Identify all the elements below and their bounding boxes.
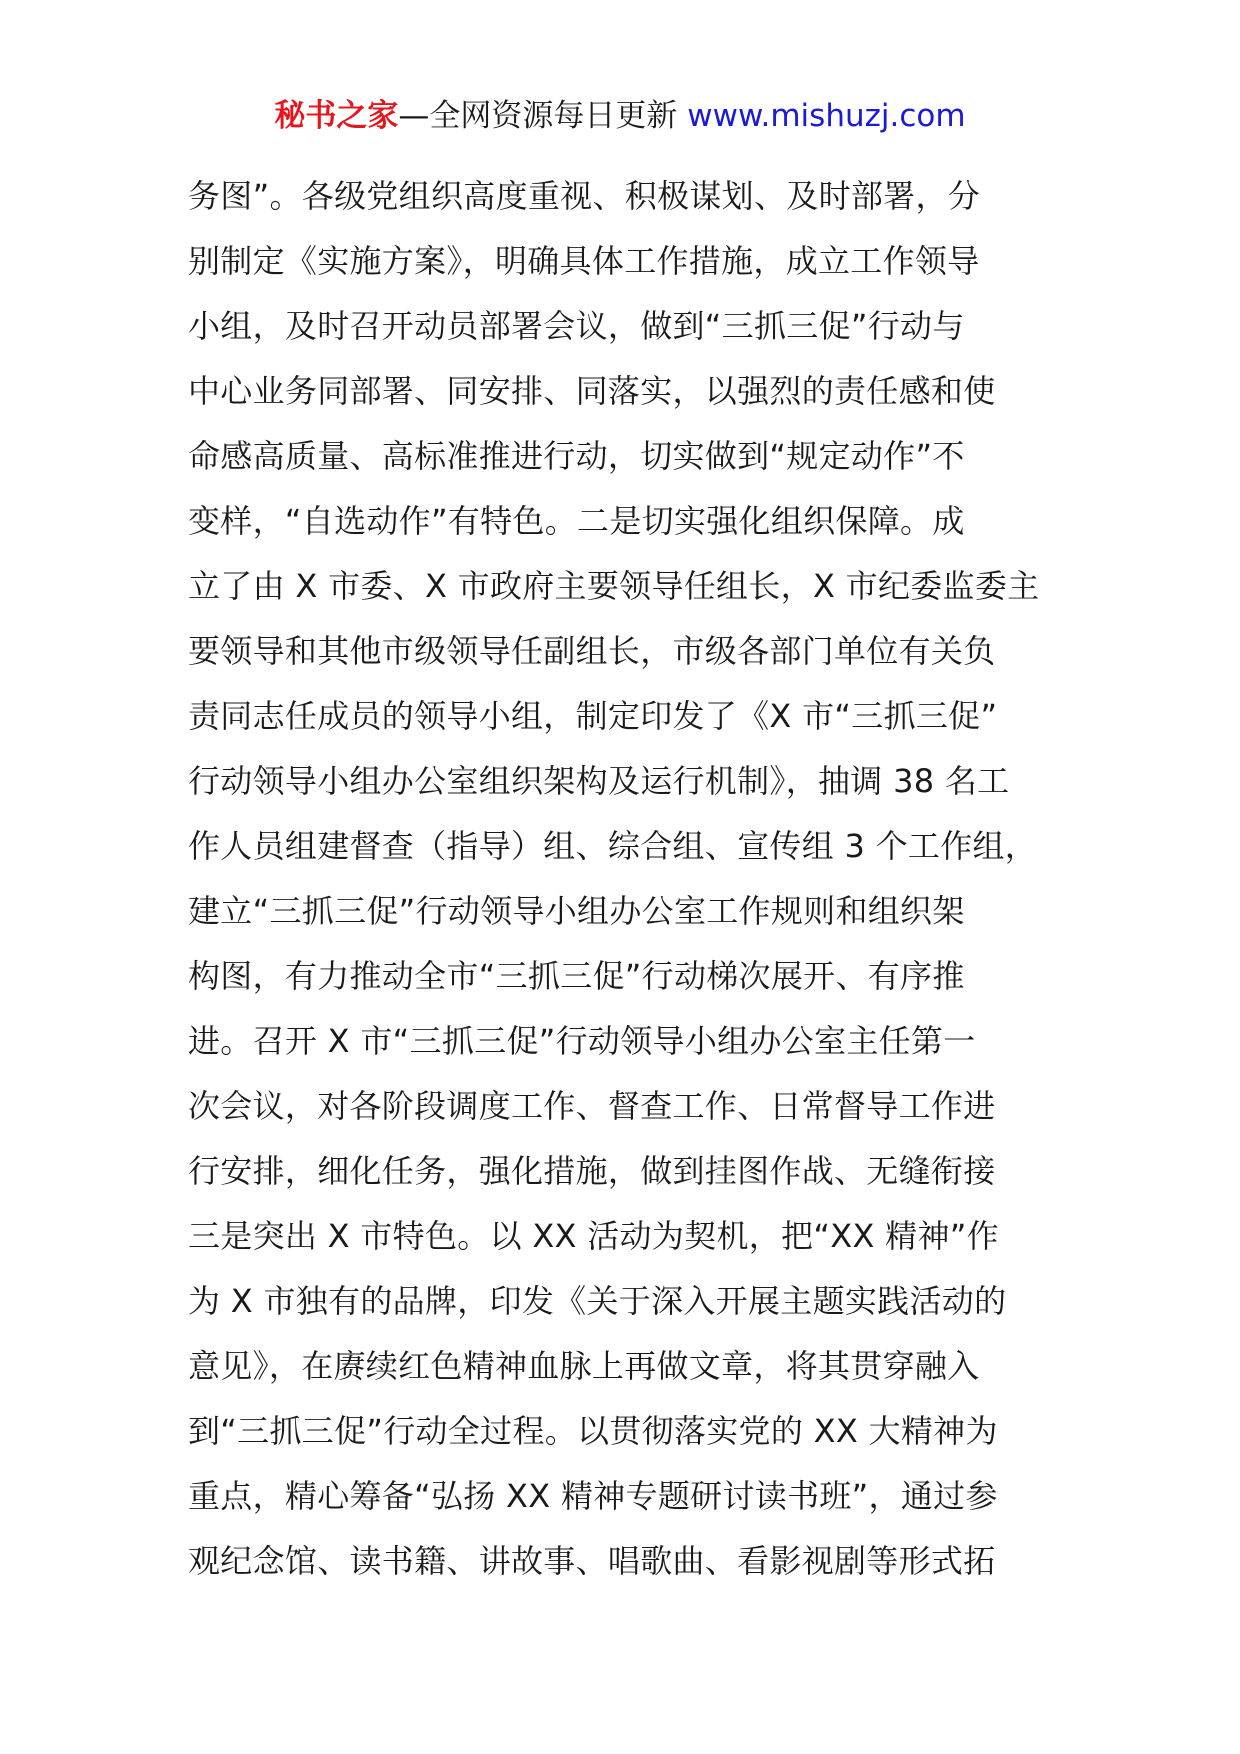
text-line: 构图，有力推动全市“三抓三促”行动梯次展开、有序推 bbox=[188, 957, 965, 995]
text-line: 行动领导小组办公室组织架构及运行机制》，抽调 38 名工 bbox=[188, 762, 1010, 800]
text-line: 意见》，在赓续红色精神血脉上再做文章，将其贯穿融入 bbox=[188, 1347, 980, 1385]
text-line: 三是突出 X 市特色。以 XX 活动为契机，把“XX 精神”作 bbox=[188, 1217, 999, 1255]
document-body bbox=[188, 164, 1088, 1594]
text-line: 要领导和其他市级领导任副组长，市级各部门单位有关负 bbox=[188, 632, 996, 670]
text-line: 作人员组建督查（指导）组、综合组、宣传组 3 个工作组， bbox=[188, 827, 1038, 865]
text-line: 中心业务同部署、同安排、同落实，以强烈的责任感和使 bbox=[188, 372, 996, 410]
text-line: 命感高质量、高标准推进行动，切实做到“规定动作”不 bbox=[188, 437, 965, 475]
header-brand: 秘书之家 bbox=[274, 98, 399, 134]
text-line: 次会议，对各阶段调度工作、督查工作、日常督导工作进 bbox=[188, 1087, 996, 1125]
text-line: 务图”。各级党组织高度重视、积极谋划、及时部署，分 bbox=[188, 177, 981, 215]
header-tagline: —全网资源每日更新 bbox=[398, 98, 678, 134]
text-line: 建立“三抓三促”行动领导小组办公室工作规则和组织架 bbox=[188, 892, 965, 930]
text-line: 责同志任成员的领导小组，制定印发了《X 市“三抓三促” bbox=[188, 697, 998, 735]
text-line: 观纪念馆、读书籍、讲故事、唱歌曲、看影视剧等形式拓 bbox=[188, 1542, 996, 1580]
text-line: 变样，“自选动作”有特色。二是切实强化组织保障。成 bbox=[188, 502, 965, 540]
text-line: 为 X 市独有的品牌，印发《关于深入开展主题实践活动的 bbox=[188, 1282, 1007, 1320]
text-line: 到“三抓三促”行动全过程。以贯彻落实党的 XX 大精神为 bbox=[188, 1412, 998, 1450]
header-url-link[interactable]: www.mishuzj.com bbox=[687, 98, 966, 134]
page-header bbox=[0, 96, 1240, 136]
text-line: 立了由 X 市委、X 市政府主要领导任组长，X 市纪委监委主 bbox=[188, 567, 1040, 605]
text-line: 重点，精心筹备“弘扬 XX 精神专题研讨读书班”，通过参 bbox=[188, 1477, 998, 1515]
text-line: 行安排，细化任务，强化措施，做到挂图作战、无缝衔接 bbox=[188, 1152, 996, 1190]
text-line: 别制定《实施方案》，明确具体工作措施，成立工作领导 bbox=[188, 242, 980, 280]
text-line: 小组，及时召开动员部署会议，做到“三抓三促”行动与 bbox=[188, 307, 965, 345]
text-line: 进。召开 X 市“三抓三促”行动领导小组办公室主任第一 bbox=[188, 1022, 976, 1060]
